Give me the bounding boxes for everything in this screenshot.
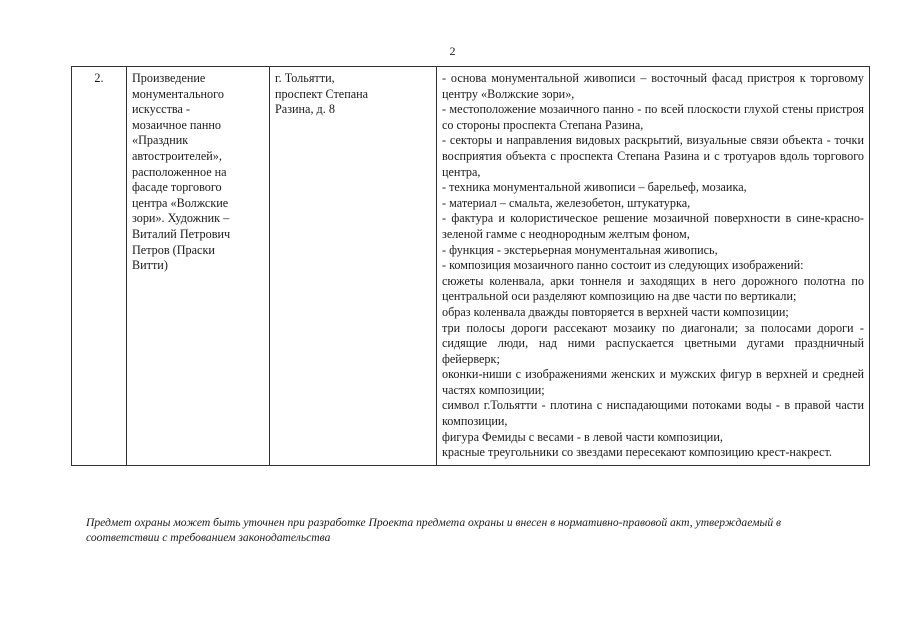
table-row xyxy=(72,67,870,466)
object-name-cell xyxy=(127,67,270,466)
description-item: образ коленвала дважды повторяется в верхней части композиции; xyxy=(442,304,789,319)
address-cell xyxy=(270,67,437,466)
description-cell xyxy=(437,67,870,466)
row-number: 2. xyxy=(72,67,127,466)
description-item: - местоположение мозаичного панно - по всей плоскости глухой стены пристроя со стороны проспекта Степана Разина, xyxy=(442,102,864,132)
description-item: - композиция мозаичного панно состоит из следующих изображений: xyxy=(442,258,804,273)
description-item: оконки-ниши с изображениями женских и мужских фигур в верхней и средней частях композиции; xyxy=(442,367,864,397)
footnote: Предмет охраны может быть уточнен при разработке Проекта предмета охраны и внесен в нормативно-правовой акт, утверждаемый в соответствии с требованием законодательства xyxy=(86,516,782,544)
object-address: г. Тольятти, проспект Степана Разина, д. 8 xyxy=(275,71,369,117)
description-item: - основа монументальной живописи – восточный фасад пристроя к торговому центру «Волжские зори», xyxy=(442,71,864,101)
description-item: - функция - экстерьерная монументальная живопись, xyxy=(442,242,718,257)
page-number: 2 xyxy=(449,44,456,58)
description-item: символ г.Тольятти - плотина с ниспадающими потоками воды - в правой части композиции, xyxy=(442,398,864,429)
protection-subject-table xyxy=(71,66,870,466)
description-item: - секторы и направления видовых раскрытий, визуальные связи объекта - точки восприятия объекта с проспекта Степана Разина и с тротуаров вдоль торгового центра, xyxy=(442,133,864,179)
description-item: красные треугольники со звездами пересекают композицию крест-накрест. xyxy=(442,445,832,460)
description-item: три полосы дороги рассекают мозаику по диагонали; за полосами дороги - сидящие люди, над ними распускается цветными дугами праздничный фейерверк; xyxy=(442,320,864,366)
description-item: фигура Фемиды с весами - в левой части композиции, xyxy=(442,429,723,444)
description-item: - фактура и колористическое решение мозаичной поверхности в сине-красно-зеленой гамме с неоднородным желтым фоном, xyxy=(442,211,864,241)
description-item: - техника монументальной живописи – барельеф, мозаика, xyxy=(442,180,747,195)
object-name: Произведение монументального искусства - мозаичное панно «Праздник автостроителей», расположенное на фасаде торгового центра «Волжские зори». Художник – Виталий Петрович Петров (Праски Витти) xyxy=(132,71,231,273)
description-item: сюжеты коленвала, арки тоннеля и заходящих в него дорожного полотна по центральной оси разделяют композицию на две части по вертикали; xyxy=(442,273,864,304)
description-item: - материал – смальта, железобетон, штукатурка, xyxy=(442,195,691,210)
